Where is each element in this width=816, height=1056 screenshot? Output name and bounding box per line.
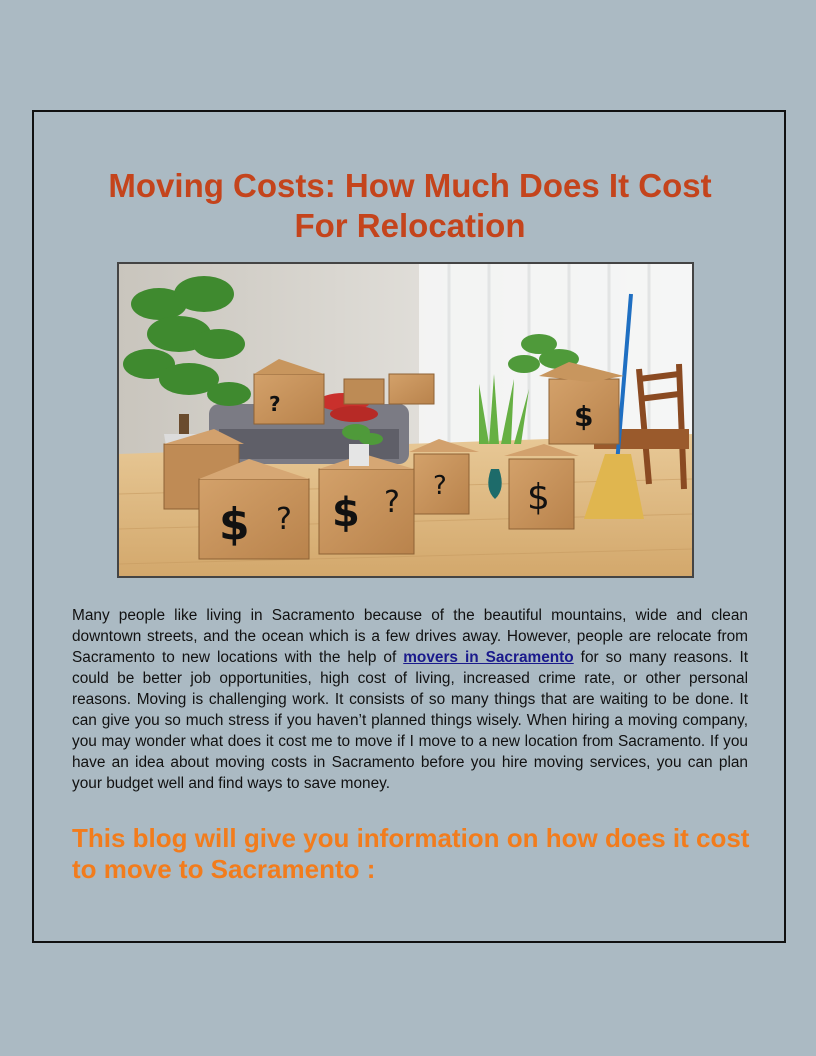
moving-boxes-photo [117,262,694,578]
box-symbol-7: ? [384,485,400,520]
box-back-3 [344,379,384,404]
intro-text-start: Many people like living in Sacramento because of the beautiful mountains, wide and clean downtown streets, and the ocean which is a few drives away. However, people are relocate from Sacramento to new locations with the help of [72,607,748,666]
box-back-2 [389,374,434,404]
box-symbol-8: $ [332,490,360,536]
small-pot [349,444,369,466]
movers-link[interactable]: movers in Sacramento [403,649,574,666]
red-pillow-2 [330,406,378,422]
box-symbol-4: $ [219,499,250,550]
section-subheading: This blog will give you information on how does it cost to move to Sacramento : [72,823,750,884]
box-front-1 [199,459,309,559]
box-front-2 [319,454,414,554]
box-symbol-3: $ [574,400,594,433]
box-mid-question [409,439,479,514]
intro-paragraph [72,605,748,794]
box-symbol-5: ? [433,471,447,501]
box-symbol-1: ? [269,392,281,416]
page-title: Moving Costs: How Much Does It Cost For Relocation [108,167,712,244]
intro-text-end: for so many reasons. It could be better job opportunities, high cost of living, increased crime rate, or other personal reasons. Moving is challenging work. It consists of so many things that are waiting to be done. It can give you so much stress if you haven’t planned things wisely. When hiring a moving company, you may wonder what does it cost me to move if I move to a new location from Sacramento. If you have an idea about moving costs in Sacramento before you hire moving services, you can plan your budget well and find ways to save money. [72,649,748,792]
moving-boxes-illustration [119,264,692,576]
box-symbol-6: $ [527,477,550,518]
box-symbol-2: ? [276,502,292,537]
box-right-top [539,362,624,444]
